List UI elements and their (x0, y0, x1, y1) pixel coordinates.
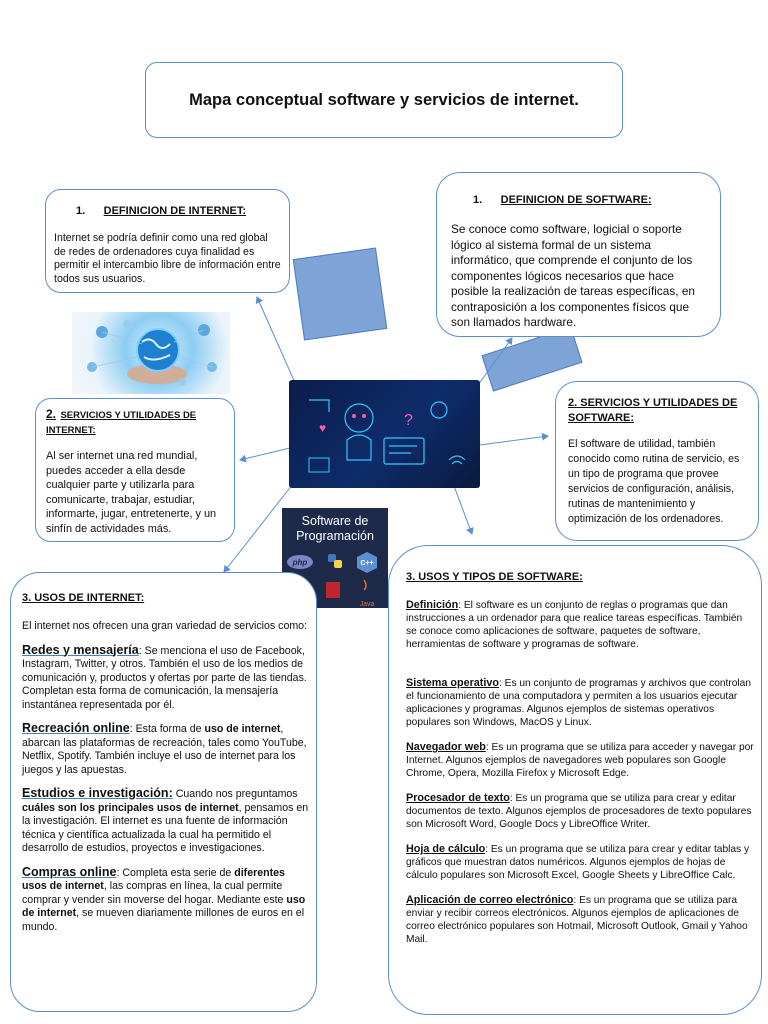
compras-paragraph (22, 866, 312, 935)
section-number: 2. (46, 407, 57, 421)
definicion-software-box (436, 172, 721, 337)
section-heading: SERVICIOS Y UTILIDADES DE INTERNET: (46, 410, 197, 436)
ai-tech-icon (289, 380, 480, 488)
definicion-title: Definición (406, 599, 459, 611)
redes-text: Se menciona el uso de Facebook, Instagram, Twitter, y otros. También el uso de los medios de comunicación y, productos y ofertas por parte de las tiendas. Completan esta forma de comunicación, la mensajería instantánea representada por él. (22, 644, 307, 711)
svg-text:?: ? (404, 412, 413, 429)
recreacion-text: Esta forma de (135, 723, 202, 735)
estudios-title: Estudios e investigación: (22, 786, 173, 800)
recreacion-title: Recreación online (22, 721, 130, 735)
section-text: Internet se podría definir como una red global de redes de ordenadores cuya finalidad es permitir el intercambio libre de información entre todos sus usuarios. (54, 232, 281, 285)
globe-hand-image (72, 312, 230, 394)
cpp-logo-text: C++ (360, 560, 374, 567)
section-text: Al ser internet una red mundial, puedes acceder a ella desde cualquier parte y utilizarla para comunicarte, trabajar, estudiar, informarte, jugar, entretenerte, y un sinfín de actividades más. (46, 450, 217, 535)
estudios-bold: cuáles son los principales usos de internet (22, 801, 239, 814)
servicios-internet-box (35, 398, 235, 542)
correo-paragraph (406, 894, 755, 946)
definicion-internet-box (45, 189, 290, 293)
estudios-text-end: , pensamos en la investigación. El internet es una fuente de información técnica y científica actualizada la cual ha permitido el desarrollo de estudios, proyectos e investigaciones. (22, 801, 309, 854)
redes-title: Redes y mensajería (22, 642, 139, 657)
hoja-text: : Es un programa que se utiliza para crear y editar tablas y gráficos que muestran datos numéricos. Algunos ejemplos de hojas de cálculo populares son Microsoft Excel, Google Sheets y LibreOffice Calc. (406, 844, 750, 881)
nav-title: Navegador web (406, 741, 486, 753)
section-heading: DEFINICION DE INTERNET: (103, 205, 247, 217)
nav-text: : Es un programa que se utiliza para acceder y navegar por Internet. Algunos ejemplos de navegadores web populares son Google Chrome, Opera, Mozilla Firefox y Microsoft Edge. (406, 742, 754, 779)
hoja-title: Hoja de cálculo (406, 843, 486, 855)
compras-text-end: , se mueven diariamente millones de euros en el mundo. (22, 907, 305, 933)
hoja-paragraph (406, 843, 755, 882)
correo-title: Aplicación de correo electrónico (406, 894, 574, 906)
section-heading: 3. USOS DE INTERNET: (22, 592, 145, 604)
so-title: Sistema operativo (406, 677, 500, 689)
compras-text-mid: , las compras en línea, la cual permite comprar y vender sin moverse del hogar. Mediante este (22, 880, 284, 906)
estudios-text: Cuando nos preguntamos (175, 788, 298, 800)
definicion-text: : El software es un conjunto de reglas o programas que dan instrucciones a un ordenador para que realice tareas específicas. También se conoce como aplicaciones de software, paquetes de software, herramientas de software y programas de software. (406, 600, 743, 650)
page-title: Mapa conceptual software y servicios de internet. (189, 90, 579, 109)
section-text: El software de utilidad, también conocido como rutina de servicio, es un tipo de programa que provee servicios de configuración, análisis, rutinas de mantenimiento y optimización de los ordenadores. (568, 438, 740, 525)
section-text: Se conoce como software, logicial o soporte lógico al sistema formal de un sistema informático, que comprende el conjunto de los componentes lógicos necesarios que hace posible la realización de tareas específicas, en contraposición a los componentes físicos que son llamados hardware. (451, 222, 695, 329)
proc-title: Procesador de texto (406, 792, 510, 804)
section-heading: DEFINICION DE SOFTWARE: (500, 194, 652, 206)
java-logo-text: Java (359, 601, 375, 608)
svg-text:♥: ♥ (319, 421, 327, 435)
definicion-paragraph (406, 599, 755, 651)
section-number: 1. (76, 205, 86, 217)
image-caption-line: Software de (301, 514, 369, 528)
globe-icon (72, 312, 230, 394)
central-tech-image (289, 380, 480, 488)
section-number: 1. (473, 194, 483, 206)
compras-bold: diferentes usos de internet (22, 866, 285, 892)
php-logo-text: php (292, 558, 308, 567)
servicios-software-box (555, 381, 759, 541)
usos-internet-box (10, 572, 317, 1012)
redes-paragraph: Redes y mensajería: Se menciona el uso de Facebook, Instagram, Twitter, y otros. También el uso de los medios de comunicación y, productos y ofertas por parte de las tiendas. Completan esta forma de comunicación, la mensajería instantánea representada por él. (22, 642, 307, 711)
nav-paragraph (406, 741, 755, 780)
usos-software-box (388, 545, 762, 1015)
so-text: : Es un conjunto de programas y archivos que controlan el funcionamiento de una computadora y permiten a los usuarios ejecutar aplicaciones y programas. Algunos ejemplos de sistemas operativos populares son Windows, MacOS y Linux. (406, 678, 752, 728)
section-heading: 3. USOS Y TIPOS DE SOFTWARE: (406, 571, 583, 583)
compras-text: : Completa esta serie de (116, 866, 232, 879)
image-caption-line: Programación (296, 529, 374, 543)
section-heading: 2. SERVICIOS Y UTILIDADES DE SOFTWARE: (568, 397, 738, 424)
so-paragraph (406, 677, 755, 729)
recreacion-bold: uso de internet (204, 723, 281, 735)
proc-paragraph (406, 792, 755, 831)
correo-text: : Es un programa que se utiliza para enviar y recibir correos electrónicos. Algunos ejemplos de aplicaciones de correo electrónico populares son Hotmail, Microsoft Outlook, Gmail y Yahoo Mail. (406, 895, 748, 945)
intro-text: El internet nos ofrecen una gran variedad de servicios como: (22, 620, 308, 632)
estudios-paragraph (22, 787, 312, 856)
compras-title: Compras online (22, 864, 117, 879)
recreacion-paragraph: Recreación online: Esta forma de uso de internet, abarcan las plataformas de recreación, tales como YouTube, Netflix, Spotify. También incluye el uso de internet para los juegos y las apuestas. (22, 721, 307, 776)
recreacion-text-end: , abarcan las plataformas de recreación, tales como YouTube, Netflix, Spotify. También incluye el uso de internet para los juegos y las apuestas. (22, 723, 307, 776)
compras-bold-2: uso de internet (22, 893, 306, 919)
proc-text: : Es un programa que se utiliza para crear y editar documentos de texto. Algunos ejemplos de procesadores de texto populares son Microsoft Word, Google Docs y LibreOffice Writer. (406, 793, 752, 830)
